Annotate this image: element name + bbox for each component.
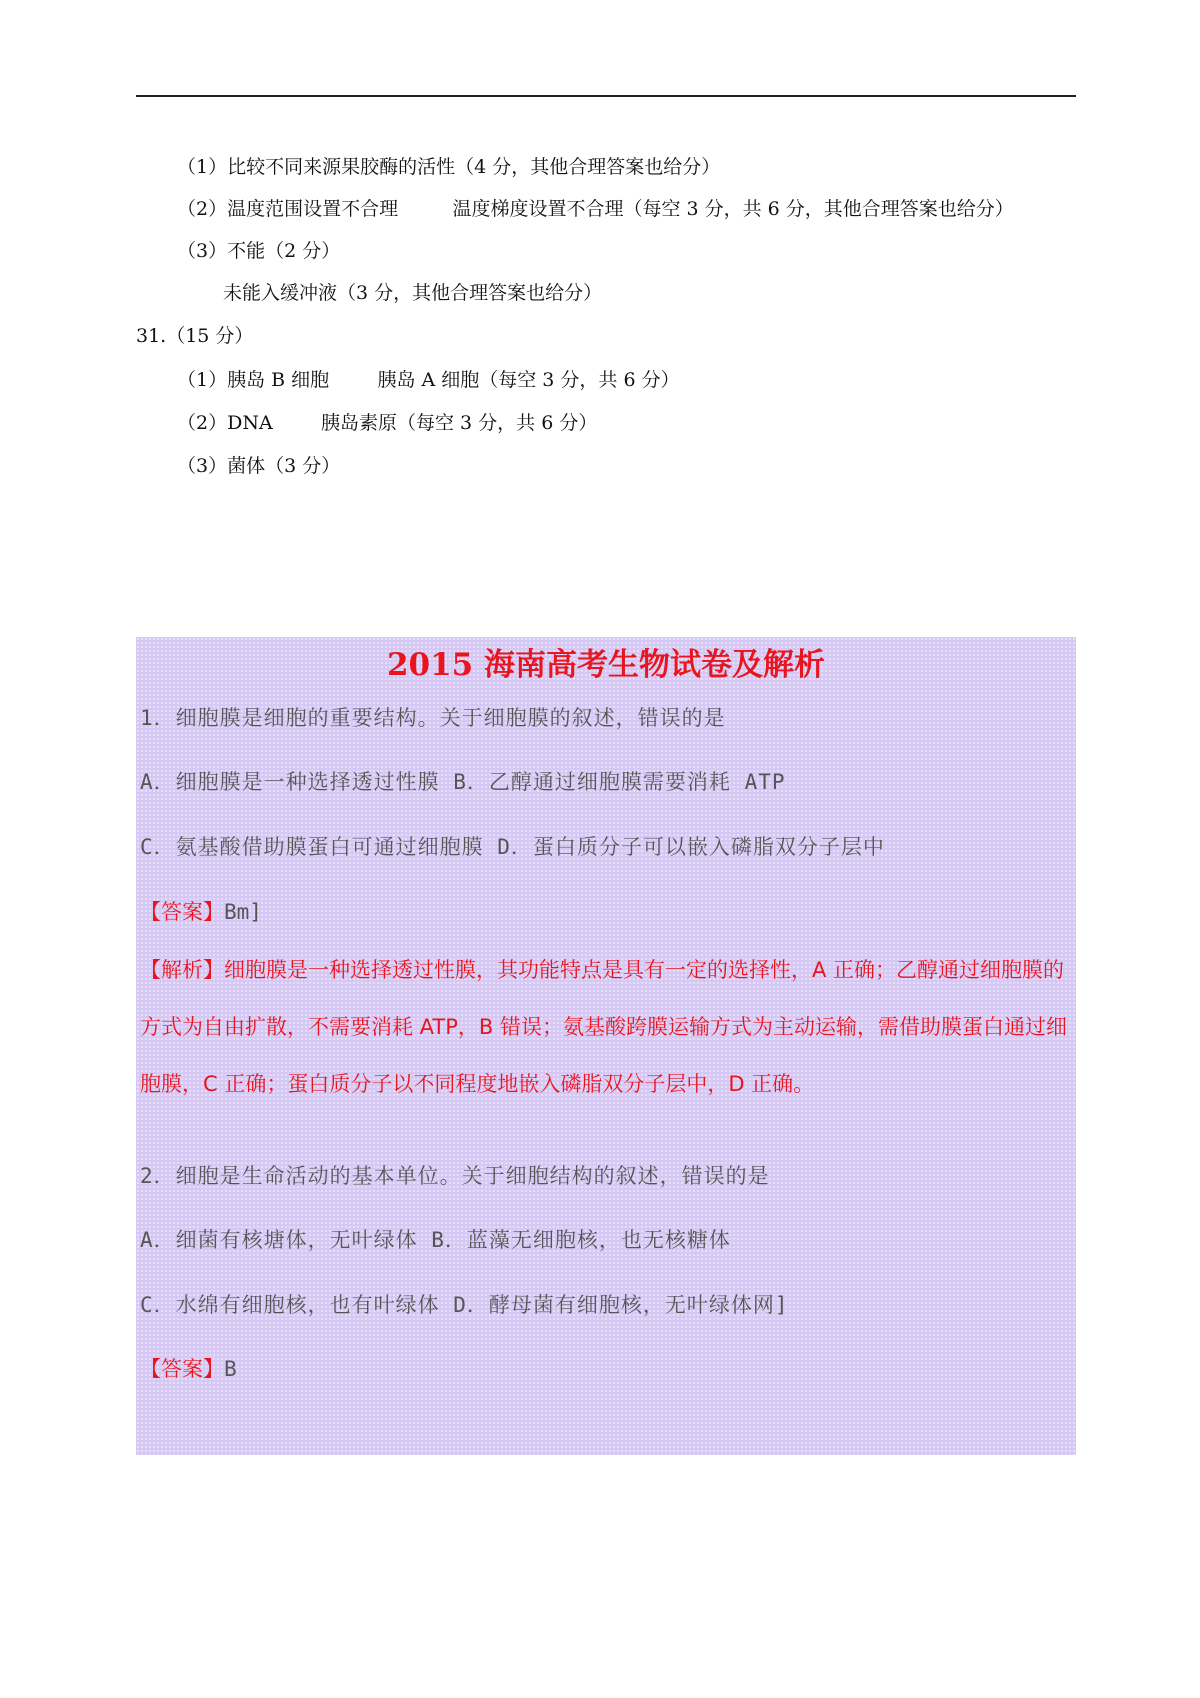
q30-answer-1: （1）比较不同来源果胶酶的活性（4 分，其他合理答案也给分） — [177, 156, 721, 178]
q1-options-ab: A．细胞膜是一种选择透过性膜 B．乙醇通过细胞膜需要消耗 ATP — [140, 770, 786, 794]
q30-answer-2: （2）温度范围设置不合理 温度梯度设置不合理（每空 3 分，共 6 分，其他合理答案也给分） — [177, 198, 1014, 220]
q1-answer-label: 【答案】 — [140, 900, 224, 924]
q2-answer-label: 【答案】 — [140, 1357, 224, 1381]
q31-answer-2: （2）DNA 胰岛素原（每空 3 分，共 6 分） — [177, 412, 598, 434]
exam-title: 2015 海南高考生物试卷及解析 — [386, 647, 826, 683]
q31-answer-3: （3）菌体（3 分） — [177, 455, 341, 477]
q1-answer — [140, 898, 262, 926]
exam-panel — [136, 637, 1076, 1455]
q2-options-ab: A．细菌有核塘体，无叶绿体 B．蓝藻无细胞核，也无核糖体 — [140, 1228, 731, 1252]
q30-answer-3-note: 未能入缓冲液（3 分，其他合理答案也给分） — [223, 282, 603, 304]
q1-analysis-label: 【解析】 — [140, 958, 224, 982]
q1-options-cd: C．氨基酸借助膜蛋白可通过细胞膜 D．蛋白质分子可以嵌入磷脂双分子层中 — [140, 835, 885, 859]
q1-stem: 1．细胞膜是细胞的重要结构。关于细胞膜的叙述，错误的是 — [140, 706, 726, 730]
q1-analysis — [140, 942, 1070, 1113]
q2-answer — [140, 1355, 237, 1383]
q30-answer-3: （3）不能（2 分） — [177, 240, 341, 262]
q2-options-cd: C．水绵有细胞核，也有叶绿体 D．酵母菌有细胞核，无叶绿体网] — [140, 1293, 789, 1317]
header-rule — [136, 95, 1076, 97]
q31-header: 31.（15 分） — [136, 325, 254, 347]
q1-analysis-text: 细胞膜是一种选择透过性膜，其功能特点是具有一定的选择性，A 正确；乙醇通过细胞膜的方式为自由扩散，不需要消耗 ATP，B 错误；氨基酸跨膜运输方式为主动运输，需借助膜蛋白通过细胞膜，C 正确；蛋白质分子以不同程度地嵌入磷脂双分子层中，D 正确。 — [140, 958, 1067, 1096]
q2-answer-value: B — [224, 1357, 237, 1381]
q31-answer-1: （1）胰岛 B 细胞 胰岛 A 细胞（每空 3 分，共 6 分） — [177, 369, 680, 391]
q2-stem: 2．细胞是生命活动的基本单位。关于细胞结构的叙述，错误的是 — [140, 1164, 770, 1188]
q1-answer-value: Bm] — [224, 900, 262, 924]
